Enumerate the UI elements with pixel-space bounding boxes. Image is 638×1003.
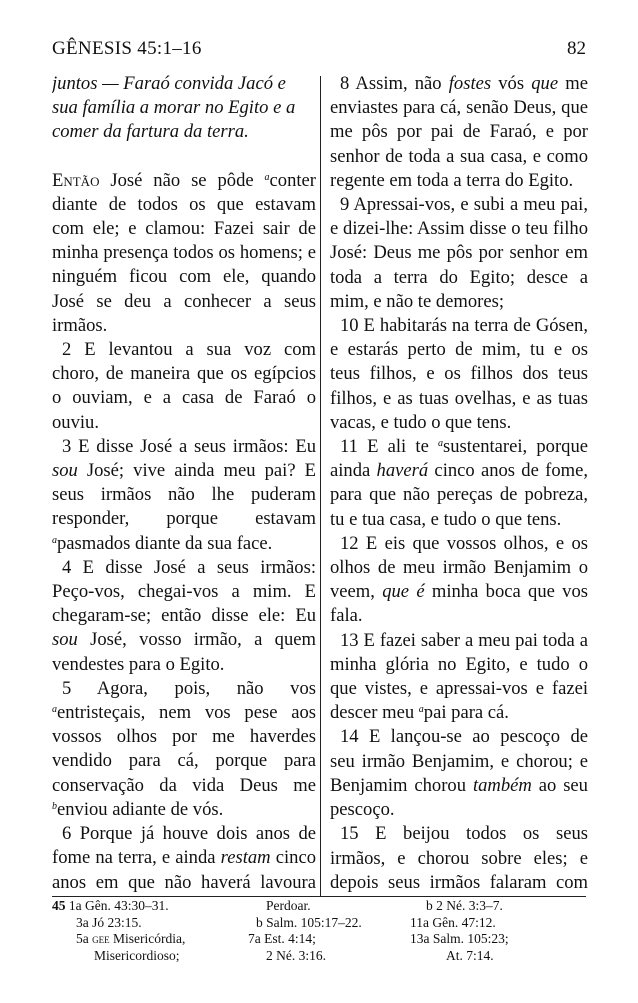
book-reference: GÊNESIS 45:1–16	[52, 38, 202, 59]
footnote-mark[interactable]: a	[52, 704, 57, 716]
verse-12: 12 E eis que vossos olhos, e os olhos de meu irmão Benjamim o veem, que é minha boca que vos fala.	[330, 532, 588, 627]
footnote-line[interactable]: 5a gee Misericórdia,	[76, 931, 186, 946]
verse-13: 13 E fazei saber a meu pai toda a minha glória no Egito, e tudo o que vistes, e apressai-vos e fazei descer meu $^a$pai para cá.	[330, 629, 588, 724]
chapter-number: 45	[52, 898, 66, 913]
footnote-line: 45 1a Gên. 43:30–31.	[52, 898, 169, 913]
column-divider	[320, 76, 321, 896]
verse-14: 14 E lançou-se ao pescoço de seu irmão Benjamim, e chorou; e Benjamim chorou também ao seu pescoço.	[330, 726, 588, 821]
running-header	[52, 38, 586, 64]
verse-5: 5 Agora, pois, não vos $^a$entristeçais, nem vos pese aos vossos olhos por me haverdes vendido para cá, porque para conservação da vida Deus me $^b$enviou adiante de vós.	[52, 677, 316, 820]
footnote-line[interactable]: b 2 Né. 3:3–7.	[426, 898, 503, 913]
footnotes-column-1	[52, 898, 185, 964]
footnote-line[interactable]: 7a Est. 4:14;	[248, 931, 316, 946]
footnote-mark[interactable]: a	[52, 534, 57, 546]
footnote-mark[interactable]: a	[264, 171, 270, 183]
text-column-left	[52, 72, 316, 894]
verse-3: 3 E disse José a seus irmãos: Eu sou José; vive ainda meu pai? E seus irmãos não lhe puderam responder, porque estavam $^a$pasmados diante da sua face.	[52, 435, 316, 554]
footnotes-column-3	[410, 898, 509, 964]
footnote-line[interactable]: 3a Jó 23:15.	[76, 914, 142, 930]
verse-9: 9 Apressai-vos, e subi a meu pai, e dizei-lhe: Assim disse o teu filho José: Deus me pôs por senhor em toda a terra do Egito; desce a mim, e não te demores;	[330, 194, 588, 312]
verse-2: 2 E levantou a sua voz com choro, de maneira que os egípcios o ouviam, e a casa de Faraó o ouviu.	[52, 339, 316, 433]
footnote-line[interactable]: 13a Salm. 105:23;	[410, 931, 509, 946]
verse-1: Então José não se pôde $^a$conter diante de todos os que estavam com ele; e clamou: Fazei sair de minha presença todos os homens; e ninguém ficou com ele, quando José se deu a conhecer a seus irmãos.	[52, 169, 316, 336]
footnote-mark[interactable]: b	[52, 800, 57, 812]
footnote-divider	[52, 896, 586, 897]
text-column-right	[330, 72, 588, 894]
footnote-line[interactable]: At. 7:14.	[446, 947, 494, 963]
footnote-line: Misericordioso;	[94, 947, 180, 963]
footnote-line[interactable]: 11a Gên. 47:12.	[410, 914, 496, 930]
footnote-mark[interactable]: a	[438, 438, 444, 450]
footnote-line[interactable]: b Salm. 105:17–22.	[256, 914, 362, 930]
chapter-summary: juntos — Faraó convida Jacó e sua família a morar no Egito e a comer da fartura da terra.	[52, 73, 296, 143]
verse-11: 11 E ali te $^a$sustentarei, porque ainda haverá cinco anos de fome, para que não pereças de pobreza, tu e tua casa, e tudo o que tens.	[330, 436, 588, 530]
verse-15: 15 E beijou todos os seus irmãos, e chorou sobre eles; e depois seus irmãos falaram com	[330, 823, 588, 893]
verse-10: 10 E habitarás na terra de Gósen, e estarás perto de mim, tu e os teus filhos, e os filhos dos teus filhos, e as tuas ovelhas, e as tuas vacas, e tudo o que tens.	[330, 315, 588, 433]
verse-8: 8 Assim, não fostes vós que me enviastes para cá, senão Deus, que me pôs por pai de Faraó, e por senhor de toda a sua casa, e como regente em toda a terra do Egito.	[330, 73, 588, 191]
verse-lead-word: Então	[52, 169, 100, 191]
page-number: 82	[567, 38, 586, 59]
footnote-mark[interactable]: a	[418, 704, 424, 716]
verse-6: 6 Porque já houve dois anos de fome na terra, e ainda restam cinco anos em que não haverá lavoura	[52, 823, 316, 893]
footnotes-column-2	[248, 898, 362, 964]
verse-4: 4 E disse José a seus irmãos: Peço-vos, chegai-vos a mim. E chegaram-se; então disse ele: Eu sou José, vosso irmão, a quem vendestes para o Egito.	[52, 556, 316, 675]
footnote-line[interactable]: 2 Né. 3:16.	[266, 947, 326, 963]
footnote-line: Perdoar.	[266, 898, 311, 913]
